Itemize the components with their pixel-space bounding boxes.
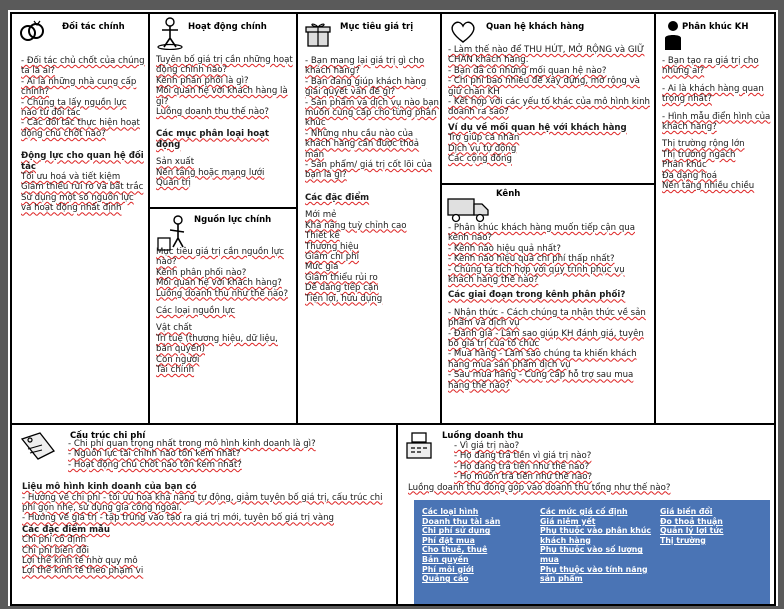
heart-hand-icon [448, 18, 478, 46]
cost-model-2: - Hướng về giá trị - tập trung vào tạo ra giá trị mới, tuyên bố giá trị vàng [22, 513, 335, 524]
cost-feature-2: Chi phí biến đổi [22, 545, 89, 556]
cost-model-1: - Hướng về chi phí - tối ưu hoá khả năng tự động, giảm tuyên bố giá trị, cấu trúc chi phí gọn nhẹ, sử dụng gia công ngoài. [22, 492, 383, 514]
activities-category-1: Sản xuất [156, 157, 195, 168]
key-activities-cell [148, 12, 298, 209]
value-line-2: - Bạn đang giúp khách hàng giải quyết vấn đề gì? [305, 76, 427, 98]
cost-feature-3: Lợi thế kinh tế nhờ quy mô [22, 556, 138, 567]
relationships-example-2: Dịch vụ tự động [448, 143, 517, 154]
key-activities-title: Hoạt động chính [188, 22, 267, 32]
pricing-variable-2: Đo thoả thuận [660, 516, 723, 526]
resources-line-4: Luồng doanh thu như thế nào? [156, 288, 289, 299]
pricing-fixed-1: Các mức giá cố định [540, 507, 628, 516]
resources-type-2: Trí tuệ (thương hiệu, dữ liệu, bản quyền) [156, 333, 278, 355]
value-feature-8: Dễ dàng tiếp cận [305, 283, 379, 294]
partners-motivation-heading: Động lực cho quan hệ đối tác [21, 151, 144, 172]
cost-model-heading: Liệu mô hình kinh doanh của bạn có [22, 482, 197, 493]
resources-line-1: Mục tiêu giá trị cần nguồn lực nào? [156, 247, 284, 268]
pricing-fixed-4: Phụ thuộc vào số lượng mua [540, 545, 643, 564]
worker-icon [156, 16, 186, 50]
partners-motivation-2: Giảm thiểu rủi ro và bất trắc [21, 182, 144, 193]
value-feature-7: Giảm thiểu rủi ro [305, 272, 378, 283]
revenue-line-1: - Vì giá trị nào? [454, 441, 520, 451]
segments-line-3: - Hình mẫu điển hình của khách hàng? [662, 111, 771, 133]
resources-type-4: Tài chính [156, 365, 195, 376]
partners-line-2: - Ai là những nhà cung cấp chính? [21, 76, 137, 98]
relationships-example-1: Trợ giúp cá nhân [448, 133, 520, 144]
value-feature-6: Mức giá [305, 262, 339, 273]
customer-relationships-cell [440, 12, 656, 185]
cost-feature-4: Lợi thế kinh tế theo phạm vi [22, 566, 144, 577]
relationships-example-3: Các cộng đồng [448, 154, 512, 165]
pricing-variable-4: Thị trường [660, 535, 706, 545]
partners-motivation-1: Tối ưu hoá và tiết kiệm [21, 172, 121, 183]
pricing-type-5: Cho thuê, thuê [422, 545, 488, 555]
person-icon [662, 20, 684, 52]
activities-line-2: Kênh phân phối là gì? [156, 75, 249, 86]
pricing-fixed-5: Phụ thuộc vào tính năng sản phẩm [540, 564, 648, 584]
relationships-example-heading: Ví dụ về mối quan hệ với khách hàng [448, 122, 627, 133]
segments-market-5: Nền tảng nhiều chiều [662, 181, 755, 192]
key-resources-cell [148, 207, 298, 425]
value-propositions-cell [296, 12, 442, 425]
partners-motivation-3: Sử dụng một số nguồn lực và hoạt động nhất định [21, 192, 134, 214]
channels-phase-2: - Đánh giá - Làm sao giúp KH đánh giá, tuyên bố giá trị của tổ chức [448, 328, 644, 350]
value-line-4: - Những nhu cầu nào của khách hàng cần được thoả mãn [305, 128, 420, 160]
pricing-fixed-2: Giá niêm yết [540, 516, 596, 526]
cost-feature-1: Chi phí cố định [22, 535, 87, 546]
pricing-column-variable [660, 507, 764, 545]
customer-segments-cell [654, 12, 776, 425]
partners-line-1: - Đối tác chủ chốt của chúng ta là ai? [21, 56, 145, 77]
segments-market-4: Đa dạng hoá [662, 170, 717, 181]
rings-icon [18, 18, 46, 44]
customer-relationships-title: Quan hệ khách hàng [486, 22, 585, 32]
pricing-mechanisms-table [414, 500, 770, 604]
revenue-streams-title: Luồng doanh thu [442, 431, 524, 441]
segments-line-1: - Bạn tạo ra giá trị cho những ai? [662, 56, 759, 77]
pricing-type-3: Chi phí sử dụng [422, 526, 491, 536]
pricing-type-1: Các loại hình [422, 507, 479, 516]
truck-icon [446, 195, 490, 225]
partners-line-3: - Chúng ta lấy nguồn lực nào từ đối tác [21, 97, 127, 119]
pricing-column-fixed [540, 507, 652, 584]
relationships-line-2: - Bạn đã có những mối quan hệ nào? [448, 65, 607, 76]
resources-type-1: Vật chất [156, 323, 193, 334]
value-feature-3: Thiết kế [305, 231, 340, 242]
pricing-type-4: Phí đặt mua [422, 535, 475, 545]
customer-segments-title: Phân khúc KH [682, 22, 749, 32]
pricing-variable-1: Giá biến đổi [660, 507, 713, 516]
channels-phase-heading: Các giai đoạn trong kênh phân phối? [448, 290, 626, 301]
resources-type-3: Con người [156, 354, 200, 365]
segments-line-2: - Ai là khách hàng quan trọng nhất? [662, 83, 764, 105]
channels-line-3: - Kênh nào hiệu quả chi phí thấp nhất? [448, 254, 615, 265]
revenue-contribution: Luồng doanh thu đóng góp vào doanh thu tổng như thế nào? [408, 482, 671, 493]
activities-category-3: Quản trị [156, 178, 191, 189]
resources-line-3: Mối quan hệ với khách hàng? [156, 278, 282, 289]
key-resources-title: Nguồn lực chính [194, 215, 272, 225]
value-propositions-title: Mục tiêu giá trị [340, 22, 414, 32]
gift-icon [304, 20, 334, 50]
pricing-variable-3: Quản lý lợi tức [660, 526, 724, 536]
pricing-type-6: Bản quyền [422, 554, 469, 564]
value-line-3: - Sản phẩm và dịch vụ nào bạn muốn cung cấp cho từng phân khúc [305, 97, 439, 129]
pricing-column-types [422, 507, 530, 584]
cost-line-1: - Chi phí quan trọng nhất trong mô hình kinh doanh là gì? [68, 439, 316, 449]
activities-line-1: Tuyên bố giá trị cần những hoạt động chính nào? [156, 55, 293, 76]
revenue-line-4: - Họ muốn trả tiền như thế nào? [454, 472, 593, 483]
cost-structure-title: Cấu trúc chi phí [70, 431, 146, 441]
segments-market-1: Thị trường rộng lớn [662, 139, 745, 150]
value-feature-4: Thương hiệu [305, 241, 359, 252]
revenue-line-2: - Họ đang trả tiền vì giá trị nào? [454, 451, 592, 462]
channels-phase-1: - Nhận thức - Cách chúng ta nhận thức về sản phẩm và dịch vụ [448, 307, 646, 329]
activities-category-2: Nền tảng hoặc mạng lưới [156, 167, 265, 178]
resources-types-heading: Các loại nguồn lực [156, 306, 236, 317]
revenue-line-3: - Họ đang trả tiền như thế nào? [454, 461, 590, 472]
channels-line-1: - Phân khúc khách hàng muốn tiếp cận qua kênh nào? [448, 223, 635, 244]
pricing-fixed-3: Phụ thuộc vào phân khúc khách hàng [540, 526, 652, 545]
value-line-1: - Bạn mang lại giá trị gì cho khách hàng? [305, 56, 425, 77]
cost-line-3: - Hoạt động chủ chốt nào tốn kém nhất? [68, 459, 242, 470]
value-feature-9: Tiện lợi, hữu dụng [305, 293, 383, 304]
activities-line-3: Mối quan hệ với khách hàng là gì? [156, 86, 288, 107]
channels-phase-3: - Mua hàng - Làm sao chúng ta khiến khách hàng mua sản phẩm dịch vụ [448, 349, 637, 370]
channels-title: Kênh [496, 189, 521, 199]
value-feature-2: Khả năng tuỳ chỉnh cao [305, 220, 407, 231]
cost-structure-cell [10, 423, 398, 606]
relationships-line-1: - Làm thế nào để THU HÚT, MỞ RỘNG và GIỮ CHÂN khách hàng. [448, 45, 645, 66]
channels-phase-4: - Sau mua hàng - Cung cấp hỗ trợ sau mua hàng thế nào? [448, 370, 634, 391]
channels-line-4: - Chúng ta tích hợp với quy trình phục vụ khách hàng thế nào? [448, 264, 625, 286]
value-line-5: - Sản phẩm/ giá trị cốt lõi của bạn là gì? [305, 160, 433, 181]
key-partners-cell [10, 12, 155, 425]
pricing-type-8: Quảng cáo [422, 574, 469, 584]
activities-line-4: Luồng doanh thu thế nào? [156, 107, 269, 118]
value-feature-5: Giảm chi phí [305, 251, 359, 262]
pricing-type-2: Doanh thu tài sản [422, 516, 501, 526]
relationships-line-4: - Kết hợp với các yếu tố khác của mô hình kinh doanh ra sao? [448, 97, 650, 118]
channels-line-2: - Kênh nào hiệu quả nhất? [448, 243, 561, 254]
value-features-heading: Các đặc điểm [305, 192, 370, 203]
activities-category-heading: Các mục phân loại hoạt động [156, 129, 270, 150]
cost-line-2: - Nguồn lực tài chính nào tốn kém nhất? [68, 449, 241, 460]
relationships-line-3: - Chi phí bao nhiêu để xây dựng, mở rộng và giữ chân KH [448, 76, 640, 97]
segments-market-3: Phân khúc [662, 160, 707, 171]
business-model-canvas [8, 10, 778, 606]
pricing-type-7: Phí môi giới [422, 564, 474, 574]
resources-line-2: Kênh phân phối nào? [156, 267, 247, 278]
key-partners-title: Đối tác chính [62, 22, 125, 32]
value-feature-1: Mới mẻ [305, 210, 337, 221]
cost-features-heading: Các đặc điểm mẫu [22, 524, 110, 535]
partners-line-4: - Các đối tác thực hiện hoạt động chủ chốt nào? [21, 118, 140, 139]
channels-cell [440, 183, 656, 425]
segments-market-2: Thị trường ngách [662, 149, 736, 160]
